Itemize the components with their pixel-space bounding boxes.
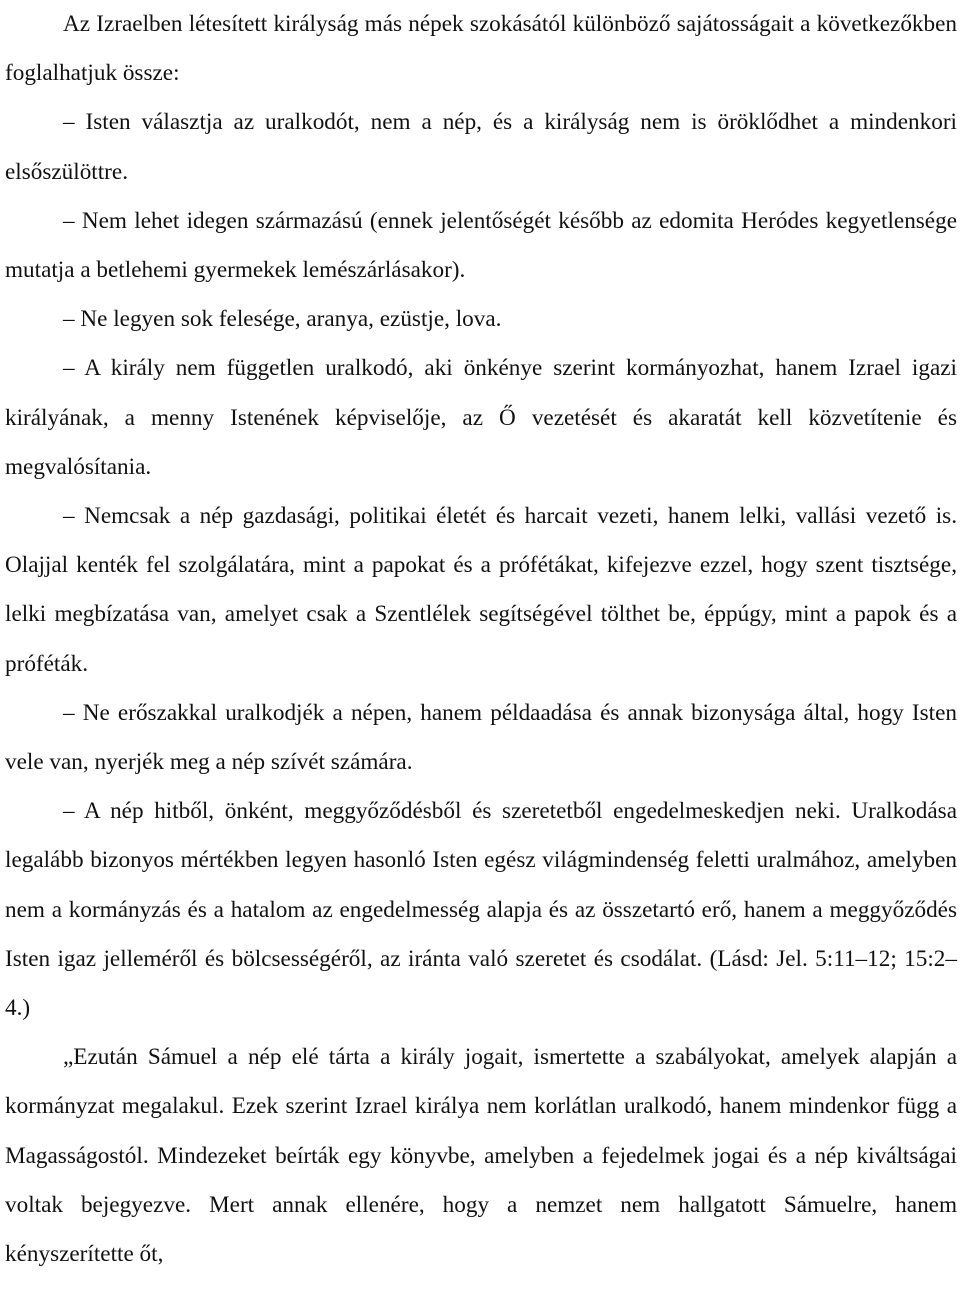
paragraph-list-item-7: – A nép hitből, önként, meggyőződésből és szeretetből engedelmeskedjen neki. Uralkodása legalább bizonyos mértékben legyen hasonló Isten egész világmindenség feletti uralmához, amelyben nem a kormányzás és a hatalom az engedelmesség alapja és az összetartó erő, hanem a meggyőződés Isten igaz jelleméről és bölcsességéről, az iránta való szeretet és csodálat. (Lásd: Jel. 5:11–12; 15:2–4.): [5, 798, 957, 1022]
paragraph-list-item-4: – A király nem független uralkodó, aki önkénye szerint kormányozhat, hanem Izrael igazi királyának, a menny Istenének képviselője, az Ő vezetését és akaratát kell közvetítenie és megvalósítania.: [5, 355, 957, 480]
paragraph-list-item-5: – Nemcsak a nép gazdasági, politikai életét és harcait vezeti, hanem lelki, vallási vezető is. Olajjal kenték fel szolgálatára, mint a papokat és a prófétákat, kifejezve ezzel, hogy szent tisztsége, lelki megbízatása van, amelyet csak a Szentlélek segítségével tölthet be, éppúgy, mint a papok és a próféták.: [5, 503, 957, 677]
paragraph-list-item-3: – Ne legyen sok felesége, aranya, ezüstje, lova.: [63, 306, 502, 333]
paragraph-list-item-2: – Nem lehet idegen származású (ennek jelentőségét később az edomita Heródes kegyetlensége mutatja a betlehemi gyermekek lemészárlásakor).: [5, 207, 957, 284]
paragraph-quotation: „Ezután Sámuel a nép elé tárta a király jogait, ismertette a szabályokat, amelyek alapján a kormányzat megalakul. Ezek szerint Izrael királya nem korlátlan uralkodó, hanem mindenkor függ a Magasságostól. Mindezeket beírták egy könyvbe, amelyben a fejedelmek jogai és a nép kiváltságai voltak bejegyezve. Mert annak ellenére, hogy a nemzet nem hallgatott Sámuelre, hanem kényszerítette őt,: [5, 1044, 957, 1268]
document-page: [5, 0, 957, 1279]
paragraph-list-item-1: – Isten választja az uralkodót, nem a nép, és a királyság nem is öröklődhet a mindenkori elsőszülöttre.: [5, 109, 957, 185]
paragraph-list-item-6: – Ne erőszakkal uralkodjék a népen, hanem példaadása és annak bizonysága által, hogy Isten vele van, nyerjék meg a nép szívét számára.: [5, 699, 957, 776]
paragraph-intro: Az Izraelben létesített királyság más népek szokásától különböző sajátosságait a következőkben foglalhatjuk össze:: [5, 11, 957, 87]
